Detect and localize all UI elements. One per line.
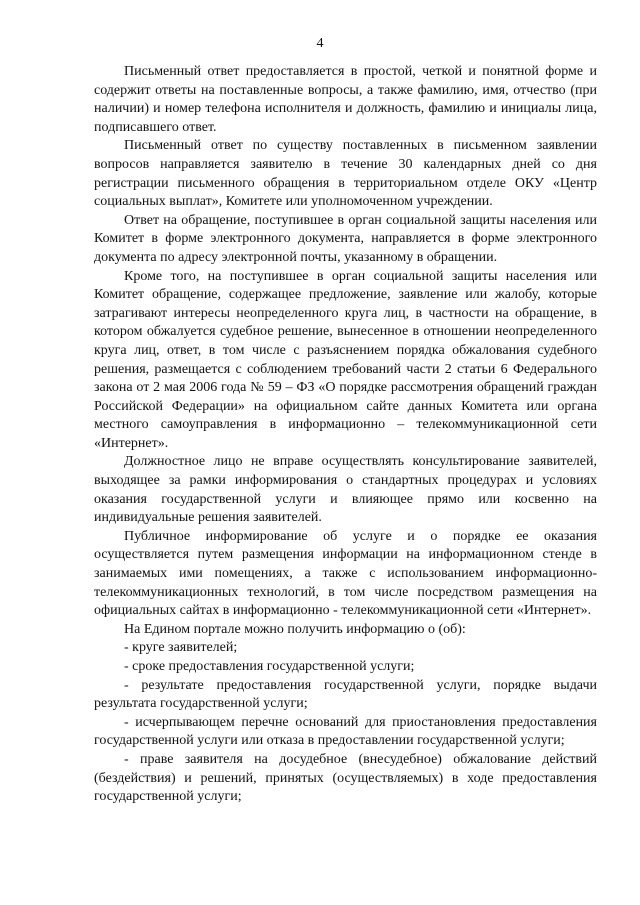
paragraph-consulting-limits: Должностное лицо не вправе осуществлять консультирование заявителей, выходящее за рамки информирования о стандартных процедурах и условиях оказания государственной услуги и влияющее прямо или косвенно на индивидуальные решения заявителей. <box>94 454 597 526</box>
list-item-appeal-right: - праве заявителя на досудебное (внесудебное) обжалование действий (бездействия) и решений, принятых (осуществляемых) в ходе предоставления государственной услуги; <box>94 751 597 805</box>
list-item-applicants: - круге заявителей; <box>124 640 238 656</box>
paragraph-answer-deadline: Письменный ответ по существу поставленных в письменном заявлении вопросов направляется заявителю в течение 30 календарных дней со дня регистрации письменного обращения в территориальном отделе ОКУ «Центр социальных выплат», Комитете или уполномоченном учреждении. <box>94 138 597 210</box>
paragraph-public-informing: Публичное информирование об услуге и о порядке ее оказания осуществляется путем размещения информации на информационном стенде в занимаемых ими помещениях, а также с использованием информационно-телекоммуникационных технологий, в том числе посредством размещения на официальных сайтах в информационно - телекоммуникационной сети «Интернет». <box>94 528 597 619</box>
document-body <box>94 63 597 807</box>
paragraph-public-answer-posting: Кроме того, на поступившее в орган социальной защиты населения или Комитет обращение, содержащее предложение, заявление или жалобу, которые затрагивают интересы неопределенного круга лиц, в частности на обращение, в котором обжалуется судебное решение, вынесенное в отношении неопределенного круга лиц, ответ, в том числе с разъяснением порядка обжалования судебного решения, размещается с соблюдением требований части 2 статьи 6 Федерального закона от 2 мая 2006 года № 59 – ФЗ «О порядке рассмотрения обращений граждан Российской Федерации» на официальном сайте данных Комитета или органа местного самоуправления в информационно – телекоммуникационной сети «Интернет». <box>94 268 597 451</box>
paragraph-portal-info-intro: На Едином портале можно получить информацию о (об): <box>124 621 466 637</box>
list-item-service-deadline: - сроке предоставления государственной услуги; <box>124 659 415 674</box>
list-item-suspension-grounds: - исчерпывающем перечне оснований для приостановления предоставления государственной услуги или отказа в предоставлении государственной услуги; <box>94 714 597 749</box>
list-item-service-result: - результате предоставления государственной услуги, порядке выдачи результата государственной услуги; <box>94 677 597 712</box>
paragraph-written-answer-form: Письменный ответ предоставляется в простой, четкой и понятной форме и содержит ответы на поставленные вопросы, а также фамилию, имя, отчество (при наличии) и номер телефона исполнителя и должность, фамилию и инициалы лица, подписавшего ответ. <box>94 64 597 135</box>
paragraph-electronic-answer: Ответ на обращение, поступившее в орган социальной защиты населения или Комитет в форме электронного документа, направляется в форме электронного документа по адресу электронной почты, указанному в обращении. <box>94 212 597 265</box>
page-number: 4 <box>316 36 324 51</box>
